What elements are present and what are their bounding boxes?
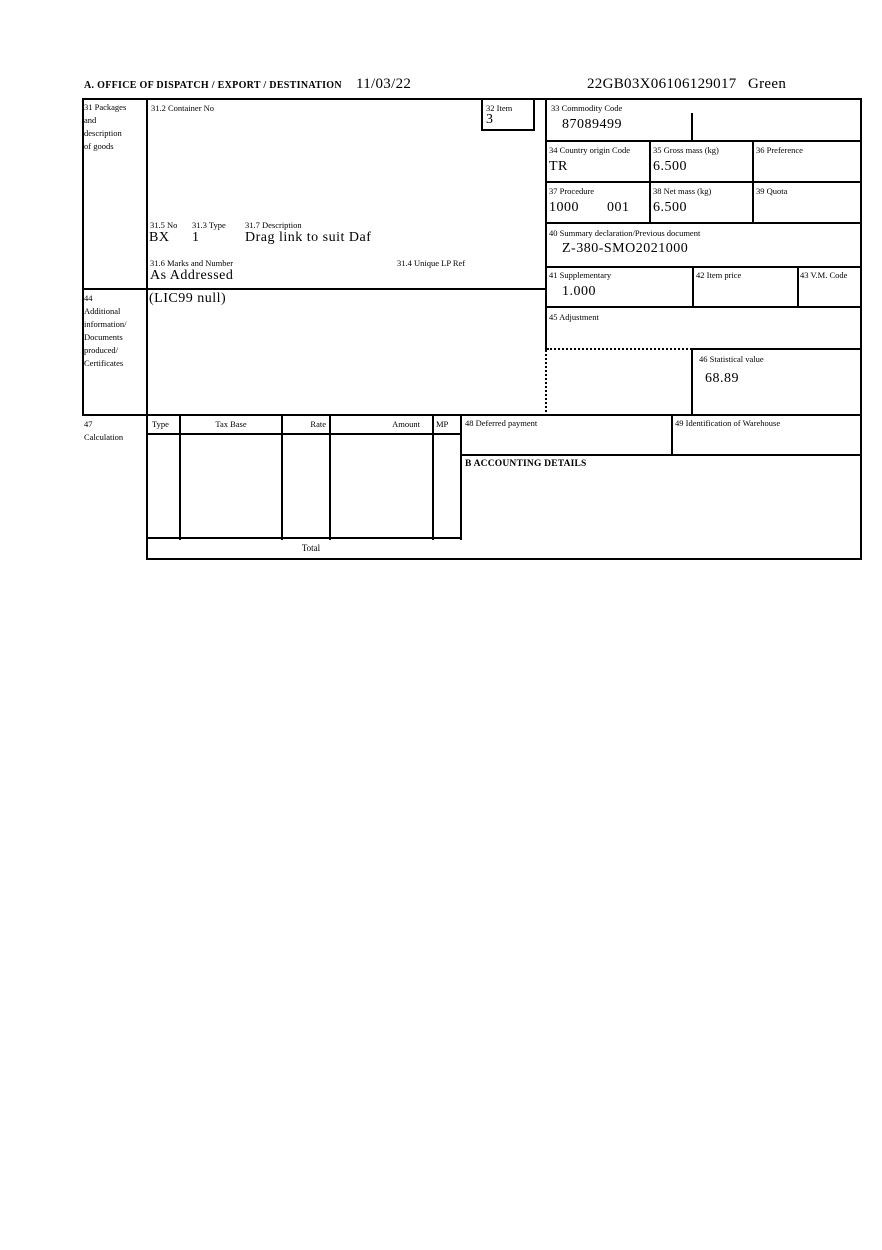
deferred-payment-label: 48 Deferred payment <box>465 418 538 428</box>
box47-label <box>84 418 123 444</box>
dotted-vertical-divider <box>545 350 547 412</box>
procedure-value-1: 1000 <box>549 200 579 215</box>
box32-right-border <box>533 98 535 131</box>
box44-label-line3: information/ <box>84 319 127 329</box>
taxtable-col-taxbase: Tax Base <box>215 419 247 429</box>
taxtable-col-amount: Amount <box>392 419 420 429</box>
country-origin-value: TR <box>549 159 568 174</box>
preference-label: 36 Preference <box>756 145 803 155</box>
form-bottom-border <box>146 558 862 560</box>
box44-label-line6: Certificates <box>84 358 124 368</box>
taxtable-header-bottom-border <box>146 433 462 435</box>
box47-label-line2: Calculation <box>84 432 124 442</box>
container-no-label: 31.2 Container No <box>151 103 215 113</box>
country-origin-label: 34 Country origin Code <box>549 145 630 155</box>
box44-label-line2: Additional <box>84 306 121 316</box>
acceptance-date: 11/03/22 <box>356 76 412 92</box>
box32-bottom-border <box>481 129 535 131</box>
package-no-label: 31.5 No <box>150 220 178 230</box>
box31-label-line3: description <box>84 128 122 138</box>
item-price-label: 42 Item price <box>696 270 742 280</box>
marks-and-number-value: As Addressed <box>150 268 234 283</box>
quota-label: 39 Quota <box>756 186 788 196</box>
taxtable-bottom-border <box>146 537 462 539</box>
box33-inner-divider <box>691 113 693 142</box>
package-type-label: 31.3 Type <box>192 220 226 230</box>
goods-description-label: 31.7 Description <box>245 220 302 230</box>
row41-bottom-border <box>545 306 862 308</box>
box44-label-line4: Documents <box>84 332 123 342</box>
row37-bottom-border <box>545 222 862 224</box>
marks-and-number-label: 31.6 Marks and Number <box>150 258 234 268</box>
box46-left-border <box>691 348 693 416</box>
box31-label-line4: of goods <box>84 141 114 151</box>
divider-48-49 <box>671 414 673 456</box>
commodity-code-label: 33 Commodity Code <box>551 103 623 113</box>
additional-information-value: (LIC99 null) <box>149 291 227 306</box>
procedure-label: 37 Procedure <box>549 186 595 196</box>
taxtable-col-mp: MP <box>436 419 449 429</box>
form-top-border <box>82 98 862 100</box>
accounting-details-heading: B ACCOUNTING DETAILS <box>465 459 587 469</box>
office-of-dispatch-heading: A. OFFICE OF DISPATCH / EXPORT / DESTINATION <box>84 80 342 91</box>
divider-44-47 <box>82 414 862 416</box>
box31-label <box>84 101 126 153</box>
box44-label-line1: 44 <box>84 293 93 303</box>
gross-mass-value: 6.500 <box>653 159 687 174</box>
divider-34-35 <box>649 140 651 183</box>
box47-label-line1: 47 <box>84 419 93 429</box>
supplementary-label: 41 Supplementary <box>549 270 612 280</box>
goods-description-value: Drag link to suit Daf <box>245 230 372 245</box>
statistical-value-value: 68.89 <box>705 371 739 386</box>
divider-38-39 <box>752 181 754 224</box>
row34-bottom-border <box>545 181 862 183</box>
adjustment-label: 45 Adjustment <box>549 312 599 322</box>
statistical-value-label: 46 Statistical value <box>699 354 764 364</box>
box32-left-border <box>481 98 483 131</box>
package-no-value: BX <box>149 230 170 245</box>
left-label-column-divider <box>146 98 148 560</box>
total-label: Total <box>301 543 321 553</box>
box31-label-line2: and <box>84 115 97 125</box>
declaration-reference: 22GB03X06106129017 <box>587 76 737 92</box>
box31-label-line1: 31 Packages <box>84 102 127 112</box>
net-mass-value: 6.500 <box>653 200 687 215</box>
box33-bottom-border <box>545 140 862 142</box>
box44-label <box>84 292 127 370</box>
summary-declaration-label: 40 Summary declaration/Previous document <box>549 228 701 238</box>
form-right-border <box>860 98 862 560</box>
item-number-value: 3 <box>486 112 494 127</box>
box32-item-label: 32 Item <box>486 103 513 113</box>
gross-mass-label: 35 Gross mass (kg) <box>653 145 719 155</box>
row48-bottom-border <box>460 454 862 456</box>
box46-top-border <box>691 348 862 350</box>
procedure-value-2: 001 <box>607 200 630 215</box>
divider-35-36 <box>752 140 754 183</box>
divider-42-43 <box>797 266 799 308</box>
unique-lp-ref-label: 31.4 Unique LP Ref <box>397 258 466 268</box>
box44-label-line5: produced/ <box>84 345 118 355</box>
taxtable-col-type: Type <box>152 419 169 429</box>
net-mass-label: 38 Net mass (kg) <box>653 186 712 196</box>
divider-31-44 <box>82 288 547 290</box>
divider-41-42 <box>692 266 694 308</box>
taxtable-col-rate: Rate <box>310 419 326 429</box>
supplementary-value: 1.000 <box>562 284 596 299</box>
center-column-divider <box>545 98 547 350</box>
summary-declaration-value: Z-380-SMO2021000 <box>562 241 689 256</box>
package-type-value: 1 <box>192 230 200 245</box>
commodity-code-value: 87089499 <box>562 117 622 132</box>
vm-code-label: 43 V.M. Code <box>800 270 848 280</box>
divider-37-38 <box>649 181 651 224</box>
dotted-horizontal-divider <box>547 348 692 350</box>
routing-status: Green <box>748 76 787 92</box>
box40-bottom-border <box>545 266 862 268</box>
identification-warehouse-label: 49 Identification of Warehouse <box>675 418 781 428</box>
